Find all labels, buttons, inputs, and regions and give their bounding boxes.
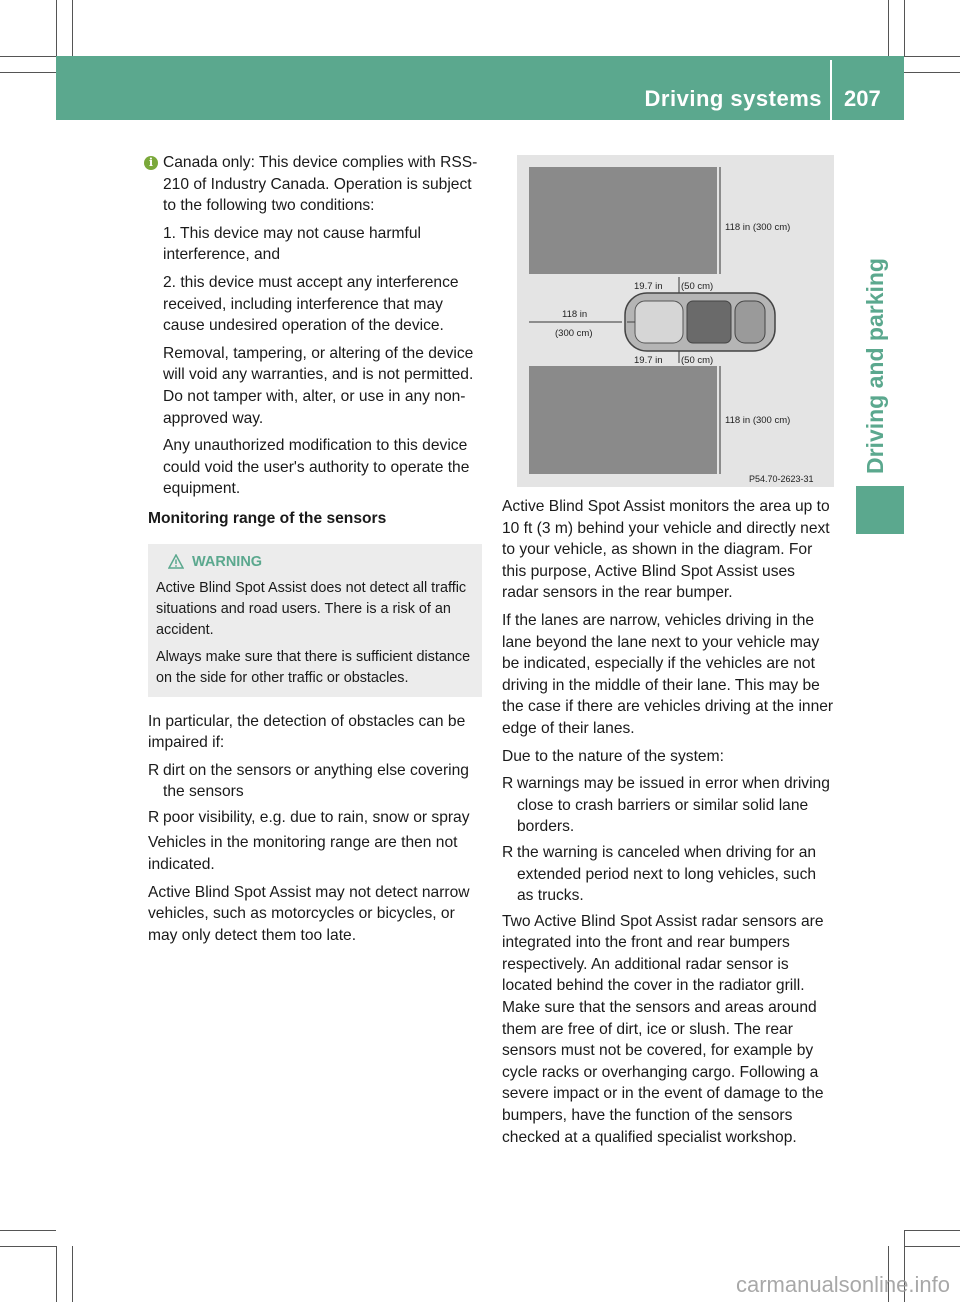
crop-mark (904, 0, 905, 56)
list-item-text: the warning is canceled when driving for an extended period next to long vehicles, such as trucks. (517, 843, 817, 905)
crop-mark (904, 1246, 960, 1247)
crop-mark (56, 1246, 57, 1302)
warning-text: Always make sure that there is sufficient distance on the side for other traffic or obstacles. (156, 648, 471, 686)
dimension-label: 19.7 in (634, 281, 663, 292)
body-text: If the lanes are narrow, vehicles driving in the lane beyond the lane next to your vehicle may be indicated, especially if the vehicles are not driving in the middle of their lane. This may be the case if there are vehicles driving at the inner edge of their lanes. (502, 611, 834, 737)
system-list (502, 773, 834, 907)
bullet-icon: R (148, 808, 160, 826)
car-icon (625, 293, 775, 351)
dimension-label: (50 cm) (681, 355, 714, 366)
body-text: Vehicles in the monitoring range are then not indicated. (148, 834, 458, 874)
watermark: carmanualsonline.info (735, 1272, 950, 1297)
body-text: Active Blind Spot Assist monitors the area up to 10 ft (3 m) behind your vehicle and directly next to your vehicle, as shown in the diagram. For this purpose, Active Blind Spot Assist uses radar sensors in the rear bumper. (502, 498, 830, 602)
crop-mark (904, 56, 960, 57)
list-item-text: warnings may be issued in error when driving close to crash barriers or similar solid lane borders. (517, 775, 830, 836)
crop-mark (904, 72, 960, 73)
crop-mark (0, 72, 56, 73)
info-item: 1. This device may not cause harmful interference, and (163, 224, 421, 264)
info-icon: i (144, 156, 158, 170)
body-text: Due to the nature of the system: (502, 747, 724, 765)
page-number: 207 (844, 86, 881, 111)
bullet-icon: R (148, 761, 160, 779)
diagram-svg (517, 155, 834, 487)
crop-mark (56, 0, 57, 56)
list-item (148, 760, 482, 803)
diagram-reference: P54.70-2623-31 (749, 474, 814, 484)
body-text: Active Blind Spot Assist may not detect narrow vehicles, such as motorcycles or bicycles, or may only detect them too late. (148, 883, 470, 944)
info-intro: Canada only: This device complies with RSS-210 of Industry Canada. Operation is subject to the following two conditions: (163, 154, 478, 215)
impaired-intro: In particular, the detection of obstacles can be impaired if: (148, 712, 466, 752)
dimension-label: 118 in (300 cm) (725, 222, 791, 233)
list-item (148, 807, 482, 829)
lower-range-zone (529, 366, 717, 474)
crop-mark (904, 1230, 960, 1231)
dimension-label: 118 in (562, 309, 588, 320)
right-column (502, 496, 834, 1148)
info-note (148, 152, 482, 217)
info-unauthorized: Any unauthorized modification to this device could void the user's authority to operate the equipment. (163, 437, 470, 498)
info-removal: Removal, tampering, or altering of the device will void any warranties, and is not permitted. Do not tamper with, alter, or use in any non-approved way. (163, 344, 474, 427)
crop-mark (72, 0, 73, 56)
section-heading: Monitoring range of the sensors (148, 509, 387, 527)
warning-title (168, 552, 474, 572)
warning-label: WARNING (192, 553, 263, 570)
upper-range-zone (529, 167, 717, 274)
chapter-tab-marker (856, 486, 904, 534)
info-item: 2. this device must accept any interference received, including interference that may cause undesired operation of the device. (163, 273, 459, 335)
crop-mark (888, 0, 889, 56)
crop-mark (0, 56, 56, 57)
crop-mark (0, 1246, 56, 1247)
bullet-icon: R (502, 843, 514, 861)
header-separator (830, 60, 832, 120)
warning-text: Active Blind Spot Assist does not detect all traffic situations and road users. There is a risk of an accident. (156, 579, 467, 638)
list-item (502, 842, 834, 907)
dimension-label: 19.7 in (634, 355, 663, 366)
crop-mark (72, 1246, 73, 1302)
left-column (148, 152, 482, 946)
dimension-label: (300 cm) (555, 328, 593, 339)
section-title: Driving systems (644, 86, 822, 111)
impaired-list (148, 760, 482, 829)
crop-mark (0, 1230, 56, 1231)
monitoring-range-diagram (517, 155, 834, 487)
list-item-text: poor visibility, e.g. due to rain, snow or spray (163, 808, 470, 826)
warning-box (148, 544, 482, 697)
chapter-tab: Driving and parking (862, 258, 888, 474)
body-text: Two Active Blind Spot Assist radar sensors are integrated into the front and rear bumpers respectively. An additional radar sensor is located behind the cover in the radiator grill. Make sure that the sensors and areas around them are free of dirt, ice or slush. The rear sensors must not be covered, for example by cycle racks or overhanging cargo. Following a severe impact or in the event of damage to the bumpers, have the function of the sensors checked at a qualified specialist workshop. (502, 912, 824, 1146)
list-item-text: dirt on the sensors or anything else covering the sensors (163, 761, 469, 801)
warning-triangle-icon (168, 554, 184, 569)
list-item (502, 773, 834, 838)
dimension-label: (50 cm) (681, 281, 714, 292)
dimension-label: 118 in (300 cm) (725, 415, 791, 426)
bullet-icon: R (502, 775, 514, 793)
